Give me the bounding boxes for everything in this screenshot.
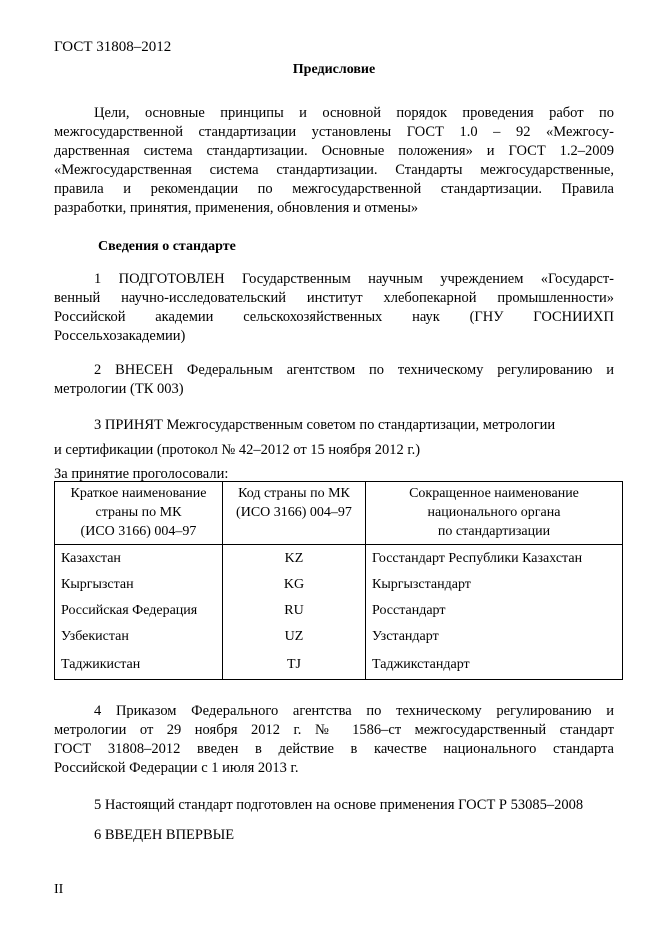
cell-code: UZ: [223, 623, 366, 649]
cell-country: Казахстан: [55, 545, 223, 572]
item4-line: метрологии от 29 ноября 2012 г. № 1586–ст межгосударственный стандарт: [54, 722, 614, 738]
header-body-line: Сокращенное наименование: [409, 486, 579, 501]
header-body-line: национального органа: [427, 505, 561, 520]
cell-country: Таджикистан: [55, 649, 223, 680]
cell-code: KZ: [223, 545, 366, 572]
item1-line: 1 ПОДГОТОВЛЕН Государственным научным учреждением «Государст-: [94, 271, 614, 287]
item3-line: [54, 441, 614, 460]
table-row: [55, 571, 623, 597]
foreword-line: дарственная система стандартизации. Основные положения» и ГОСТ 1.2–2009: [54, 143, 614, 159]
cell-country: Российская Федерация: [55, 597, 223, 623]
item2-line: метрологии (ТК 003): [54, 381, 184, 397]
foreword-line: разработки, принятия, применения, обновления и отмены»: [54, 200, 419, 216]
cell-code: KG: [223, 571, 366, 597]
item3-line: [54, 416, 614, 435]
info-title: Сведения о стандарте: [98, 239, 236, 254]
item2-line: 2 ВНЕСЕН Федеральным агентством по техническому регулированию и: [94, 362, 614, 378]
foreword-title: Предисловие: [292, 62, 376, 77]
cell-body: Госстандарт Республики Казахстан: [366, 545, 623, 572]
page-number: II: [54, 882, 64, 897]
cell-body: Таджикстандарт: [366, 649, 623, 680]
item3-line1: 3 ПРИНЯТ Межгосударственным советом по стандартизации, метрологии: [94, 417, 556, 433]
voted-label: За принятие проголосовали:: [54, 466, 229, 482]
item2-paragraph: [54, 361, 614, 399]
item5-paragraph: [54, 796, 614, 815]
header-body: [366, 482, 623, 545]
header-body-line: по стандартизации: [437, 524, 551, 539]
table-row: [55, 597, 623, 623]
gost-identifier: ГОСТ 31808–2012: [54, 39, 172, 55]
item4-line: ГОСТ 31808–2012 введен в действие в качестве национального стандарта: [54, 741, 614, 757]
header-code: [223, 482, 366, 545]
table-row: [55, 545, 623, 572]
header-code-line: (ИСО 3166) 004–97: [236, 505, 352, 520]
member-states-table: [54, 481, 623, 680]
table-row: [55, 623, 623, 649]
item1-line: венный научно-исследовательский институт хлебопекарной промышленности»: [54, 290, 614, 306]
cell-body: Кыргызстандарт: [366, 571, 623, 597]
item5-line: 5 Настоящий стандарт подготовлен на основе применения ГОСТ Р 53085–2008: [94, 797, 584, 813]
cell-code: TJ: [223, 649, 366, 680]
item4-line: Российской Федерации с 1 июля 2013 г.: [54, 760, 299, 776]
item4-paragraph: [54, 702, 614, 778]
cell-code: RU: [223, 597, 366, 623]
item1-line: Российской академии сельскохозяйственных наук (ГНУ ГОСНИИХП: [54, 309, 614, 325]
cell-country: Узбекистан: [55, 623, 223, 649]
header-code-line: Код страны по МК: [238, 486, 350, 501]
foreword-paragraph: [54, 104, 614, 218]
foreword-line: правила и рекомендации по межгосударственной стандартизации. Правила: [54, 181, 614, 197]
header-country-line: Краткое наименование: [70, 486, 207, 501]
item1-paragraph: [54, 270, 614, 346]
header-country: [55, 482, 223, 545]
cell-body: Росстандарт: [366, 597, 623, 623]
header-country-line: (ИСО 3166) 004–97: [80, 524, 197, 539]
table-header-row: [55, 482, 623, 545]
header-country-line: страны по МК: [95, 505, 182, 520]
item3-line2: и сертификации (протокол № 42–2012 от 15 ноября 2012 г.): [54, 442, 421, 458]
foreword-line: межгосударственной стандартизации установлены ГОСТ 1.0 – 92 «Межгосу-: [54, 124, 614, 140]
cell-country: Кыргызстан: [55, 571, 223, 597]
table-row: [55, 649, 623, 680]
item4-line: 4 Приказом Федерального агентства по техническому регулированию и: [94, 703, 614, 719]
cell-body: Узстандарт: [366, 623, 623, 649]
item6-line: 6 ВВЕДЕН ВПЕРВЫЕ: [94, 827, 235, 843]
item1-line: Россельхозакадемии): [54, 328, 186, 344]
foreword-line: Цели, основные принципы и основной порядок проведения работ по: [94, 105, 614, 121]
foreword-line: «Межгосударственная система стандартизации. Стандарты межгосударственные,: [54, 162, 614, 178]
